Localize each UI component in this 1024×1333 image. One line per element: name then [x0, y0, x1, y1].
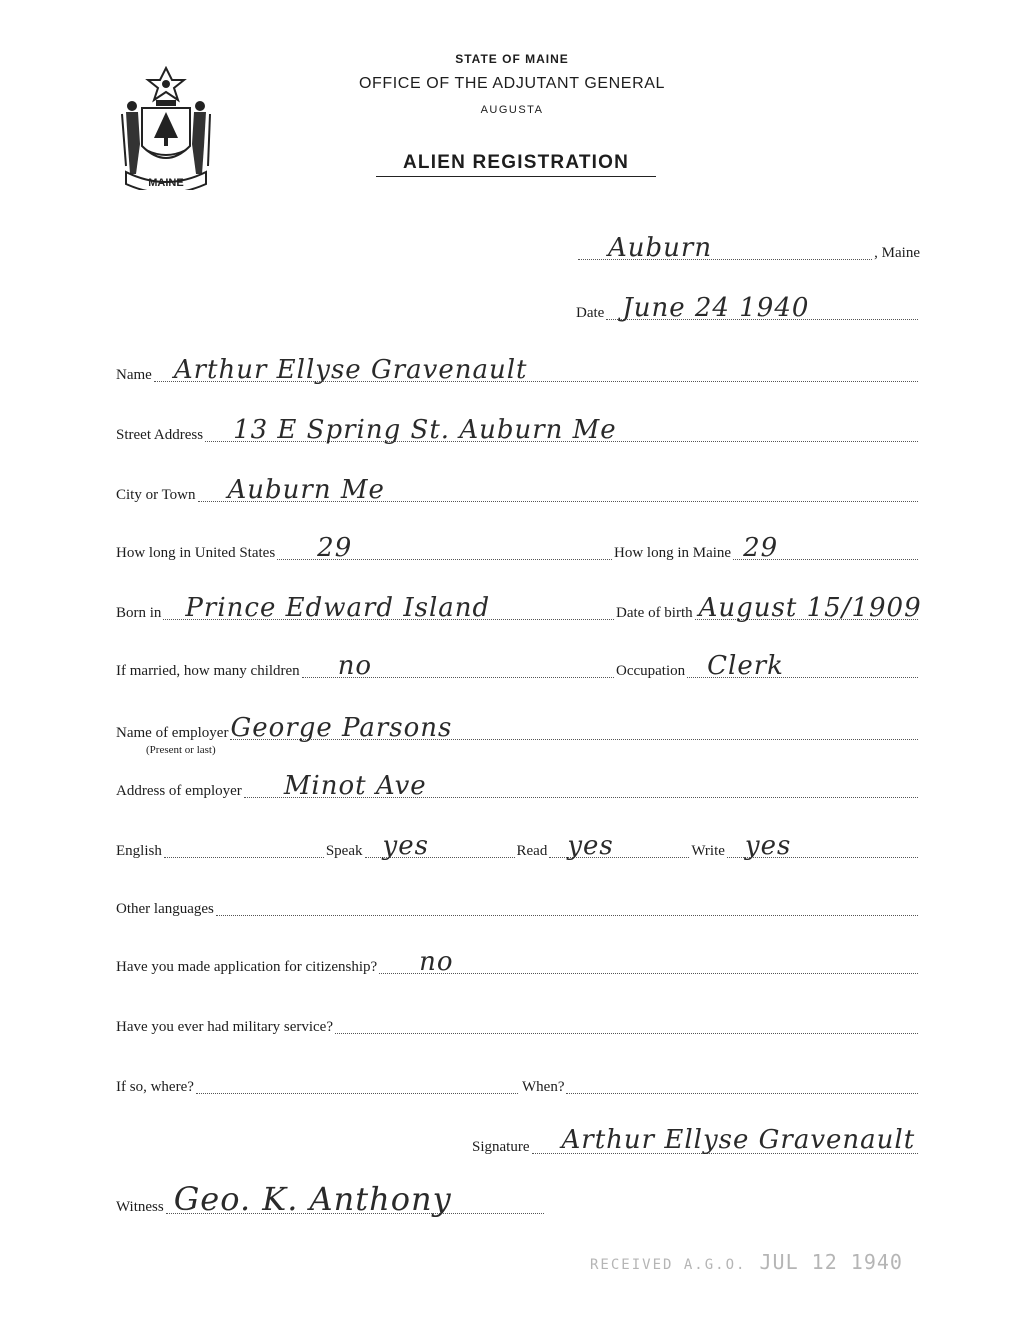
- how-long-maine-value: 29: [743, 533, 779, 563]
- city-value: Auburn Me: [227, 475, 385, 505]
- how-long-us-value: 29: [317, 533, 353, 563]
- occupation-label: Occupation: [616, 663, 686, 679]
- employer-address-value: Minot Ave: [283, 771, 427, 801]
- occupation-row: [616, 651, 920, 682]
- street-address-label: Street Address: [116, 427, 204, 443]
- when-label: When?: [522, 1079, 565, 1095]
- born-in-value: Prince Edward Island: [185, 593, 491, 623]
- military-label: Have you ever had military service?: [116, 1019, 333, 1035]
- witness-value: Geo. K. Anthony: [173, 1180, 452, 1218]
- citizenship-row: [116, 947, 920, 978]
- children-value: no: [337, 651, 373, 681]
- header-office: OFFICE OF THE ADJUTANT GENERAL: [358, 75, 666, 92]
- citizenship-label: Have you made application for citizenship?: [116, 959, 378, 975]
- write-value: yes: [744, 831, 792, 861]
- date-of-birth-row: [616, 593, 922, 624]
- english-row: [116, 831, 920, 862]
- born-in-label: Born in: [116, 605, 162, 621]
- place-value: Auburn: [608, 233, 713, 263]
- seal-banner-text: MAINE: [148, 177, 184, 189]
- place-suffix: , Maine: [874, 245, 920, 261]
- speak-value: yes: [382, 831, 429, 861]
- where-label: If so, where?: [116, 1079, 194, 1095]
- date-row: [576, 293, 920, 324]
- read-value: yes: [567, 831, 614, 861]
- other-languages-row: [116, 894, 920, 920]
- place-row: [576, 233, 920, 264]
- street-address-value: 13 E Spring St. Auburn Me: [233, 415, 617, 445]
- english-label: English: [116, 843, 162, 859]
- name-value: Arthur Ellyse Gravenault: [173, 355, 528, 385]
- occupation-value: Clerk: [707, 651, 784, 681]
- date-label: Date: [576, 305, 605, 321]
- other-languages-label: Other languages: [116, 901, 214, 917]
- how-long-maine-label: How long in Maine: [614, 545, 732, 561]
- name-label: Name: [116, 367, 152, 383]
- how-long-maine-row: [614, 533, 920, 564]
- employer-name-sublabel: (Present or last): [146, 744, 216, 756]
- stamp-prefix: RECEIVED A.G.O.: [590, 1257, 747, 1273]
- header-state: STATE OF MAINE: [455, 52, 569, 66]
- employer-name-value: George Parsons: [230, 713, 453, 743]
- employer-address-label: Address of employer: [116, 783, 242, 799]
- when-row: [522, 1072, 920, 1098]
- citizenship-value: no: [419, 947, 454, 977]
- date-of-birth-value: August 15/1909: [698, 593, 922, 623]
- city-row: [116, 475, 920, 506]
- form-title: ALIEN REGISTRATION: [376, 152, 656, 177]
- received-stamp: [590, 1250, 903, 1274]
- date-of-birth-label: Date of birth: [616, 605, 693, 621]
- signature-row: [472, 1125, 920, 1158]
- signature-label: Signature: [472, 1139, 530, 1155]
- how-long-us-label: How long in United States: [116, 545, 276, 561]
- employer-name-row: [116, 713, 920, 744]
- write-label: Write: [691, 843, 725, 859]
- street-address-row: [116, 415, 920, 446]
- signature-value: Arthur Ellyse Gravenault: [561, 1125, 916, 1155]
- children-row: [116, 651, 616, 682]
- born-in-row: [116, 593, 616, 624]
- date-value: June 24 1940: [622, 293, 810, 323]
- where-row: [116, 1072, 520, 1098]
- stamp-date: JUL 12 1940: [759, 1250, 903, 1274]
- speak-label: Speak: [325, 843, 363, 859]
- read-label: Read: [516, 843, 548, 859]
- military-row: [116, 1012, 920, 1038]
- witness-label: Witness: [116, 1199, 164, 1215]
- city-label: City or Town: [116, 487, 196, 503]
- witness-row: [116, 1180, 546, 1218]
- employer-name-label: Name of employer: [116, 725, 229, 741]
- name-row: [116, 355, 920, 386]
- how-long-us-row: [116, 533, 614, 564]
- employer-address-row: [116, 771, 920, 802]
- header-city: AUGUSTA: [480, 104, 544, 116]
- children-label: If married, how many children: [116, 663, 300, 679]
